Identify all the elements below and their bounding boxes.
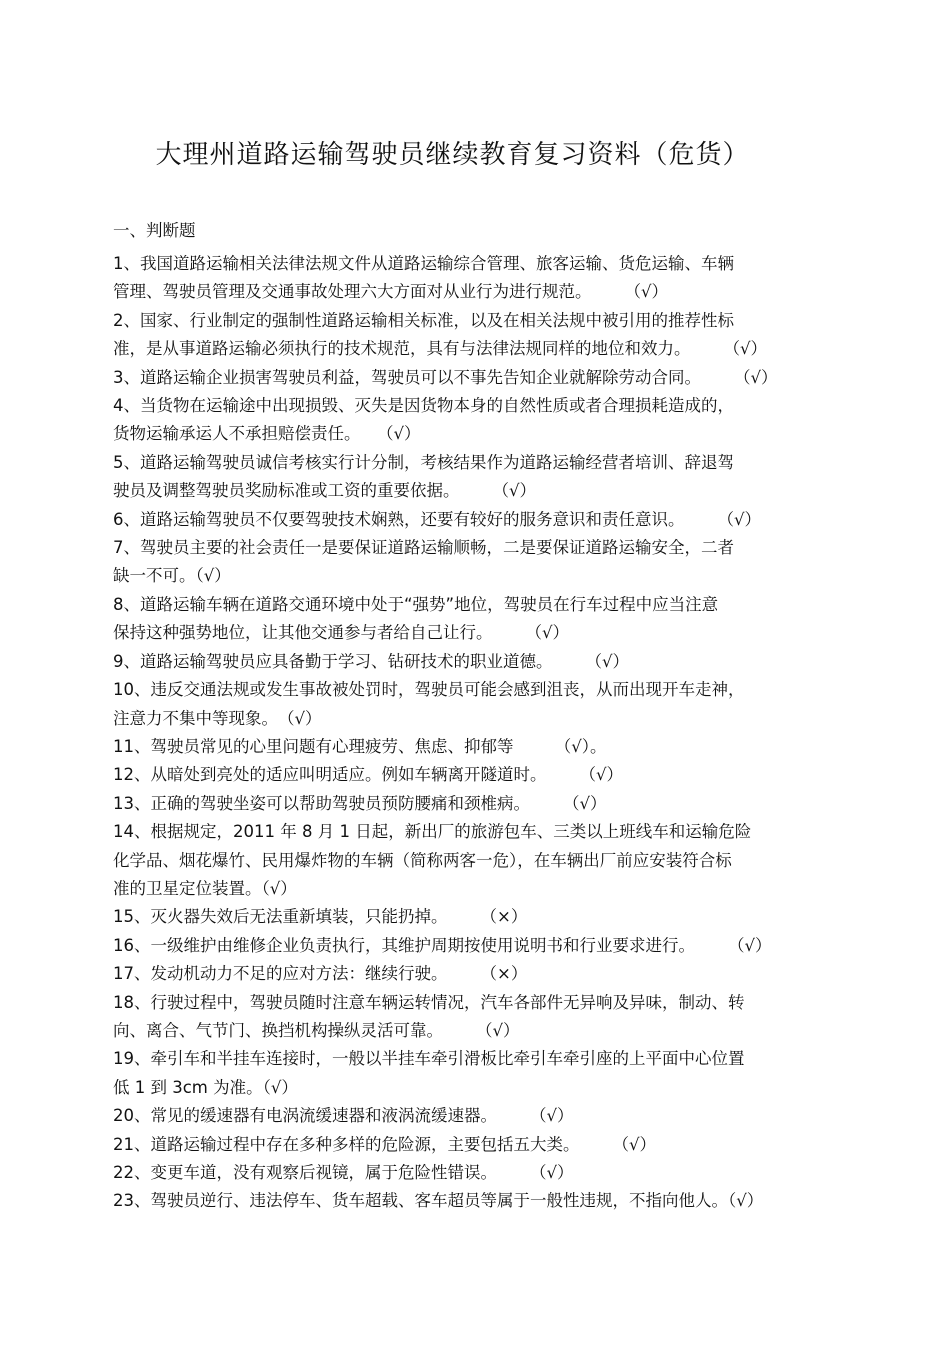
question-text-line [113,307,825,335]
question-text: 5、道路运输驾驶员诚信考核实行计分制，考核结果作为道路运输经营者培训、辞退驾 [113,452,734,472]
answer-mark: （√） [632,282,669,302]
answer-spacer [571,1135,621,1154]
question-text: 9、道路运输驾驶员应具备勤于学习、钻研技术的职业道德。 [113,651,545,671]
answer-spacer [676,510,726,529]
question-item [113,648,825,676]
question-text: 驶员及调整驾驶员奖励标准或工资的重要依据。 [113,481,452,501]
question-text: 14、根据规定，2011 年 8 月 1 日起，新出厂的旅游包车、三类以上班线车和运输危险 [113,822,752,842]
question-item [113,733,825,761]
answer-spacer [489,1106,539,1125]
question-item [113,932,825,960]
question-text-line [113,477,825,505]
question-text: 准，是从事道路运输必须执行的技术规范，具有与法律法规同样的地位和效力。 [113,339,683,359]
question-text: 6、道路运输驾驶员不仅要驾驶技术娴熟，还要有较好的服务意识和责任意识。 [113,509,677,529]
question-item [113,1131,825,1159]
question-text-line [113,364,825,392]
question-text: 11、驾驶员常见的心里问题有心理疲劳、焦虑、抑郁等 [113,736,514,756]
answer-spacer [538,765,588,784]
question-text-line [113,1017,825,1045]
question-item [113,1159,825,1187]
question-item [113,903,825,931]
question-text-line [113,932,825,960]
answer-spacer [693,368,743,387]
answer-mark: （×） [488,964,528,984]
question-text-line [113,335,825,363]
section-heading: 一、判断题 [113,221,196,240]
question-item [113,1187,825,1215]
answer-spacer [489,1163,539,1182]
answer-spacer [435,1021,485,1040]
answer-mark: （√） [742,367,778,387]
question-text: 16、一级维护由维修企业负责执行，其维护周期按使用说明书和行业要求进行。 [113,935,687,955]
answer-spacer [544,652,594,671]
question-text: 化学品、烟花爆竹、民用爆炸物的车辆（简称两客一危），在车辆出厂前应安装符合标 [113,850,732,870]
question-text-line [113,506,825,534]
question-text: 22、变更车道，没有观察后视镜，属于危险性错误。 [113,1163,489,1182]
question-item [113,307,825,364]
answer-mark: （√） [538,1106,574,1126]
question-item [113,364,825,392]
answer-spacer [583,282,633,301]
question-text-line [113,619,825,647]
question-item [113,1102,825,1130]
question-item [113,1045,825,1102]
question-text-line [113,818,825,846]
answer-mark: （√） [484,1020,520,1040]
question-text: 10、违反交通法规或发生事故被处罚时，驾驶员可能会感到沮丧，从而出现开车走神， [113,680,745,700]
question-item [113,818,825,903]
question-text-line [113,1187,825,1215]
question-text: 管理、驾驶员管理及交通事故处理六大方面对从业行为进行规范。 [113,282,584,302]
question-list [113,250,825,1216]
question-text-line [113,676,825,704]
answer-mark: （√） [731,339,768,359]
question-text-line [113,790,825,818]
question-text: 8、道路运输车辆在道路交通环境中处于“强势”地位，驾驶员在行车过程中应当注意 [113,594,719,614]
question-item [113,534,825,591]
answer-spacer [484,623,534,642]
answer-mark: （√） [736,935,772,955]
question-item [113,449,825,506]
question-text-line [113,562,825,590]
answer-spacer [514,737,564,756]
answer-spacer [439,964,489,983]
question-text: 18、行驶过程中，驾驶员随时注意车辆运转情况，汽车各部件无异响及异味，制动、转 [113,992,745,1012]
question-text-line [113,761,825,789]
question-text: 17、发动机动力不足的应对方法：继续行驶。 [113,964,440,984]
answer-mark: （√） [593,651,630,671]
answer-spacer [270,709,287,728]
question-text-line [113,449,825,477]
question-text-line [113,1102,825,1130]
answer-mark: （√） [533,623,570,643]
question-text-line [113,1074,825,1102]
question-item [113,989,825,1046]
question-text-line [113,903,825,931]
answer-mark: （√） [261,878,297,898]
question-item [113,392,825,449]
question-text-line [113,875,825,903]
document-title: 大理州道路运输驾驶员继续教育复习资料（危货） [155,140,750,170]
answer-mark: （√）。 [563,736,607,756]
question-text: 2、国家、行业制定的强制性道路运输相关标准，以及在相关法规中被引用的推荐性标 [113,310,734,330]
question-text-line [113,989,825,1017]
question-text: 7、驾驶员主要的社会责任一是要保证道路运输顺畅，二是要保证道路运输安全，二者 [113,538,734,558]
question-text-line [113,278,825,306]
answer-mark: （√） [620,1134,657,1154]
answer-mark: （√） [262,1077,298,1097]
question-text-line [113,648,825,676]
question-text: 15、灭火器失效后无法重新填装，只能扔掉。 [113,907,440,927]
question-text: 21、道路运输过程中存在多种多样的危险源，主要包括五大类。 [113,1134,572,1154]
question-text: 保持这种强势地位，让其他交通参与者给自己让行。 [113,623,485,643]
question-text-line [113,591,825,619]
question-text-line [113,534,825,562]
question-text-line [113,250,825,278]
question-text-line [113,392,825,420]
answer-mark: （√） [538,1163,574,1182]
answer-mark: （√） [385,424,421,444]
question-item [113,761,825,789]
question-text-line [113,1045,825,1073]
answer-mark: （√） [195,566,231,586]
answer-spacer [451,481,501,500]
answer-mark: （×） [488,907,528,927]
question-text: 19、牵引车和半挂车连接时，一般以半挂车牵引滑板比牵引车牵引座的上平面中心位置 [113,1049,745,1069]
question-text: 准的卫星定位装置。 [113,878,262,898]
question-text: 3、道路运输企业损害驾驶员利益，驾驶员可以不事先告知企业就解除劳动合同。 [113,367,693,387]
answer-spacer [687,936,737,955]
question-text: 12、从暗处到亮处的适应叫明适应。例如车辆离开隧道时。 [113,765,539,785]
question-item [113,960,825,988]
question-text: 缺一不可。 [113,566,196,586]
question-text: 4、当货物在运输途中出现损毁、灭失是因货物本身的自然性质或者合理损耗造成的， [113,396,734,416]
question-text: 23、驾驶员逆行、违法停车、货车超载、客车超员等属于一般性违规，不指向他人。 [113,1191,728,1211]
answer-mark: （√） [571,793,607,813]
question-text-line [113,420,825,448]
answer-mark: （√） [725,509,762,529]
answer-spacer [522,794,572,813]
question-text-line [113,705,825,733]
answer-spacer [352,424,385,443]
question-text: 注意力不集中等现象。 [113,708,270,728]
question-item [113,676,825,733]
question-text-line [113,847,825,875]
question-text-line [113,1159,825,1187]
question-text: 1、我国道路运输相关法律法规文件从道路运输综合管理、旅客运输、货危运输、车辆 [113,254,734,273]
question-text-line [113,960,825,988]
answer-spacer [439,907,489,926]
question-item [113,250,825,307]
question-item [113,506,825,534]
question-text-line [113,733,825,761]
question-text: 货物运输承运人不承担赔偿责任。 [113,424,353,444]
answer-spacer [682,339,732,358]
question-text-line [113,1131,825,1159]
answer-mark: （√） [500,481,537,501]
question-item [113,790,825,818]
answer-mark: （√） [286,708,322,728]
answer-mark: （√） [587,765,624,785]
question-text: 20、常见的缓速器有电涡流缓速器和液涡流缓速器。 [113,1106,489,1126]
question-text: 13、正确的驾驶坐姿可以帮助驾驶员预防腰痛和颈椎病。 [113,793,522,813]
question-text: 低 1 到 3cm 为准。 [113,1077,263,1097]
question-item [113,591,825,648]
question-text: 向、离合、气节门、换挡机构操纵灵活可靠。 [113,1020,435,1040]
answer-mark: （√） [728,1191,764,1211]
